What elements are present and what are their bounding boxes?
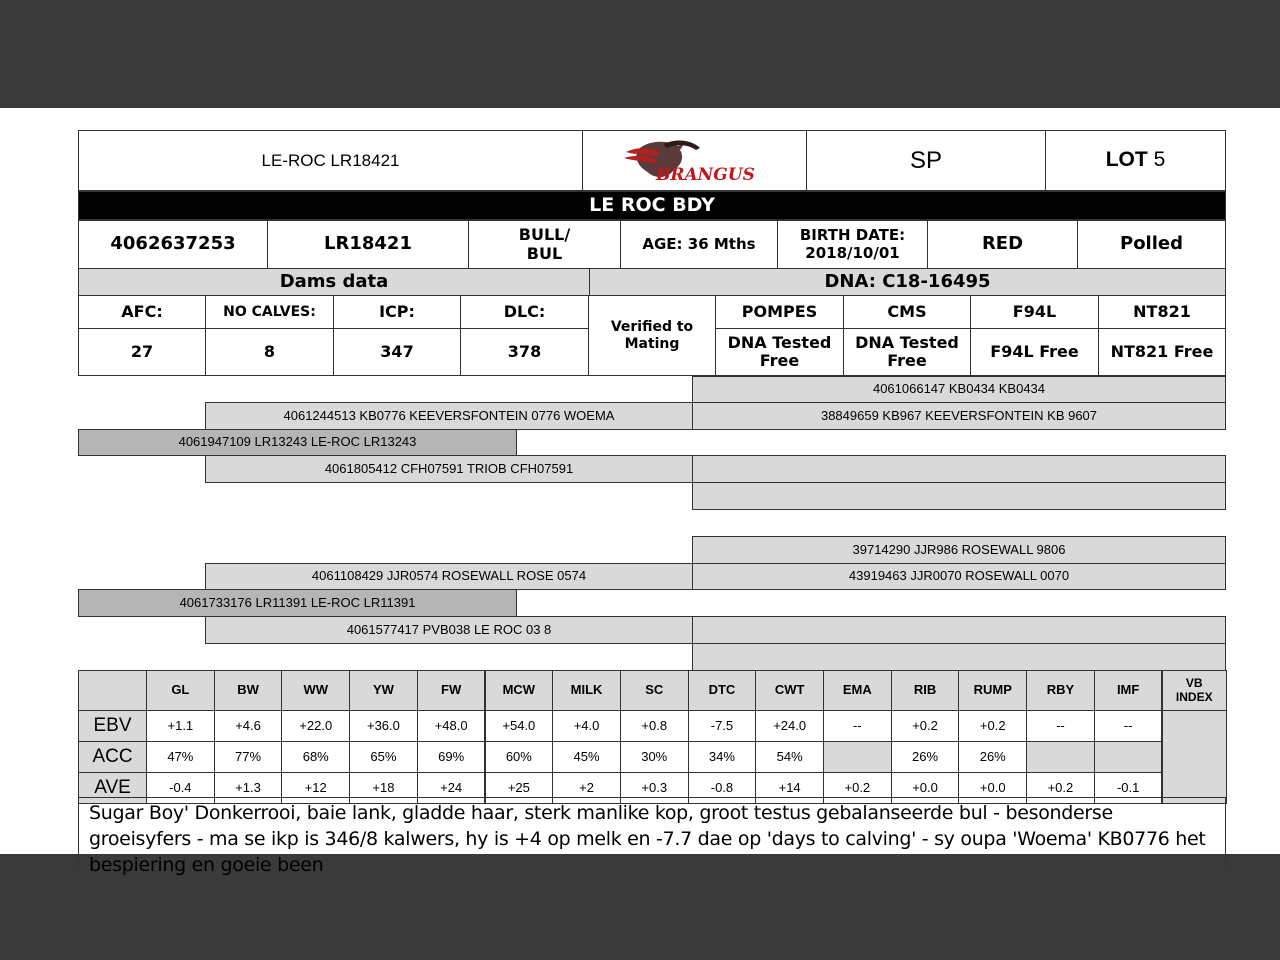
verified-line1: Verified to [610, 319, 694, 336]
dna-result-pompes [715, 328, 844, 376]
grade-code: SP [806, 130, 1046, 191]
pedigree-dam-sire-dam: 43919463 JJR0070 ROSEWALL 0070 [692, 563, 1226, 590]
ebv-header-ema: EMA [823, 670, 892, 711]
pedigree-sire-sire: 4061244513 KB0776 KEEVERSFONTEIN 0776 WOEMA [205, 402, 693, 430]
ebv-cell: 68% [281, 741, 350, 773]
ebv-cell: -- [823, 710, 892, 742]
ebv-cell: -- [1094, 710, 1163, 742]
ebv-cell: +18 [349, 772, 418, 804]
pedigree-sire-dam: 4061805412 CFH07591 TRIOB CFH07591 [205, 455, 693, 483]
dams-title: Dams data [78, 268, 590, 296]
ebv-cell: +0.2 [958, 710, 1027, 742]
lot-sheet [0, 108, 1280, 876]
ebv-header-ww: WW [281, 670, 350, 711]
dna-title: DNA: C18-16495 [589, 268, 1226, 296]
ebv-header-corner [78, 670, 147, 711]
ebv-cell: 69% [417, 741, 486, 773]
ebv-vb-index-value [1162, 710, 1228, 804]
ebv-cell: 30% [620, 741, 689, 773]
brangus-logo [582, 130, 807, 191]
pedigree-sire-sire-sire: 4061066147 KB0434 KB0434 [692, 376, 1226, 403]
ebv-header-yw: YW [349, 670, 418, 711]
ebv-cell: +0.2 [891, 710, 960, 742]
dna-result-cms [843, 328, 971, 376]
result-line2: Free [887, 351, 927, 370]
animal-reg: LR18421 [267, 220, 469, 269]
ebv-cell: 60% [485, 741, 554, 773]
dna-test-pompes: POMPES [715, 295, 844, 329]
pedigree-sire-sire-dam: 38849659 KB967 KEEVERSFONTEIN KB 9607 [692, 402, 1226, 430]
ebv-cell: -0.1 [1094, 772, 1163, 804]
animal-name: LE ROC BDY [78, 191, 1226, 220]
ebv-cell: +0.8 [620, 710, 689, 742]
ebv-row-label-acc: ACC [78, 741, 147, 773]
ebv-cell: +1.3 [214, 772, 283, 804]
animal-id: 4062637253 [78, 220, 268, 269]
bull-head-icon [620, 138, 770, 184]
animal-sex [468, 220, 621, 269]
pedigree-dam-sire-sire: 39714290 JJR986 ROSEWALL 9806 [692, 536, 1226, 564]
lot-label: LOT [1105, 148, 1148, 172]
birth-date [777, 220, 928, 269]
name-registration: LE-ROC LR18421 [78, 130, 583, 191]
ebv-cell: 26% [958, 741, 1027, 773]
ebv-cell: +4.6 [214, 710, 283, 742]
ebv-cell: +4.0 [552, 710, 621, 742]
pedigree-sire-dam-dam [692, 482, 1226, 510]
ebv-cell: 34% [688, 741, 757, 773]
ebv-cell: +0.2 [823, 772, 892, 804]
ebv-cell: +12 [281, 772, 350, 804]
lot-number: 5 [1153, 148, 1166, 172]
dams-header-afc: AFC: [78, 295, 206, 329]
ebv-cell: -- [1026, 710, 1095, 742]
animal-colour: RED [927, 220, 1078, 269]
ebv-cell: 54% [755, 741, 824, 773]
dna-test-cms: CMS [843, 295, 971, 329]
ebv-header-rby: RBY [1026, 670, 1095, 711]
verified-line2: Mating [624, 335, 680, 352]
ebv-cell: +24 [417, 772, 486, 804]
ebv-cell: -0.8 [688, 772, 757, 804]
ebv-header-gl: GL [146, 670, 215, 711]
ebv-header-rib: RIB [891, 670, 960, 711]
dams-header-dlc: DLC: [460, 295, 589, 329]
ebv-header-fw: FW [417, 670, 486, 711]
pedigree-dam-sire: 4061108429 JJR0574 ROSEWALL ROSE 0574 [205, 563, 693, 590]
lot-box [1045, 130, 1226, 191]
ebv-cell: 45% [552, 741, 621, 773]
ebv-cell: +0.0 [891, 772, 960, 804]
ebv-cell: +36.0 [349, 710, 418, 742]
ebv-cell [1026, 741, 1095, 773]
ebv-header-bw: BW [214, 670, 283, 711]
dna-result-f94l: F94L Free [970, 328, 1099, 376]
dams-value-calves: 8 [205, 328, 334, 376]
dna-test-f94l: F94L [970, 295, 1099, 329]
dams-value-icp: 347 [333, 328, 461, 376]
ebv-cell: +0.0 [958, 772, 1027, 804]
ebv-cell: +48.0 [417, 710, 486, 742]
ebv-cell: +54.0 [485, 710, 554, 742]
dna-verified [588, 295, 716, 376]
pedigree-sire-dam-sire [692, 455, 1226, 483]
dna-result-nt821: NT821 Free [1098, 328, 1226, 376]
result-line2: Free [759, 351, 800, 370]
ebv-row-label-ebv: EBV [78, 710, 147, 742]
ebv-cell: +24.0 [755, 710, 824, 742]
pedigree-dam: 4061733176 LR11391 LE-ROC LR11391 [78, 589, 517, 617]
ebv-cell [823, 741, 892, 773]
ebv-header-mcw: MCW [485, 670, 554, 711]
birth-value: 2018/10/01 [805, 243, 900, 262]
ebv-cell [1094, 741, 1163, 773]
ebv-cell: -0.4 [146, 772, 215, 804]
ebv-cell: +22.0 [281, 710, 350, 742]
birth-label: BIRTH DATE: [799, 226, 906, 245]
result-line1: DNA Tested [855, 332, 959, 352]
notes-text: Sugar Boy' Donkerrooi, baie lank, gladde haar, sterk manlike kop, groot testus gebalanseerde bul - besonderse groeisyfers - ma se ikp is 346/8 kalwers, hy is +4 op melk en -7.7 dae op 'days to calving' - sy oupa 'Woema' KB0776 het bespiering en goeie been [78, 797, 1226, 867]
dna-test-nt821: NT821 [1098, 295, 1226, 329]
ebv-cell: +0.2 [1026, 772, 1095, 804]
sex-line2: BUL [526, 243, 563, 263]
pedigree-dam-dam-sire [692, 616, 1226, 644]
ebv-cell: +0.3 [620, 772, 689, 804]
ebv-cell: 77% [214, 741, 283, 773]
ebv-cell: +14 [755, 772, 824, 804]
ebv-header-imf: IMF [1094, 670, 1163, 711]
pedigree-dam-dam-dam [692, 643, 1226, 671]
ebv-header-cwt: CWT [755, 670, 824, 711]
ebv-cell: 26% [891, 741, 960, 773]
horn-status: Polled [1077, 220, 1226, 269]
ebv-row-label-ave: AVE [78, 772, 147, 804]
ebv-cell: +1.1 [146, 710, 215, 742]
dams-header-calves: NO CALVES: [205, 295, 334, 329]
ebv-cell: +25 [485, 772, 554, 804]
pedigree-sire: 4061947109 LR13243 LE-ROC LR13243 [78, 429, 517, 456]
ebv-header-vb-index [1162, 670, 1228, 711]
ebv-header-sc: SC [620, 670, 689, 711]
ebv-header-dtc: DTC [688, 670, 757, 711]
logo-text: BRANGUS [655, 164, 755, 185]
result-line1: DNA Tested [727, 332, 832, 352]
pedigree-dam-dam: 4061577417 PVB038 LE ROC 03 8 [205, 616, 693, 644]
ebv-header-rump: RUMP [958, 670, 1027, 711]
animal-age: AGE: 36 Mths [620, 220, 778, 269]
index-line1: VB [1185, 675, 1203, 690]
dams-value-dlc: 378 [460, 328, 589, 376]
ebv-cell: 65% [349, 741, 418, 773]
ebv-cell: +2 [552, 772, 621, 804]
ebv-header-milk: MILK [552, 670, 621, 711]
ebv-cell: -7.5 [688, 710, 757, 742]
ebv-cell: 47% [146, 741, 215, 773]
index-line2: INDEX [1175, 689, 1213, 704]
sex-line1: BULL/ [518, 225, 571, 245]
dams-header-icp: ICP: [333, 295, 461, 329]
dams-value-afc: 27 [78, 328, 206, 376]
